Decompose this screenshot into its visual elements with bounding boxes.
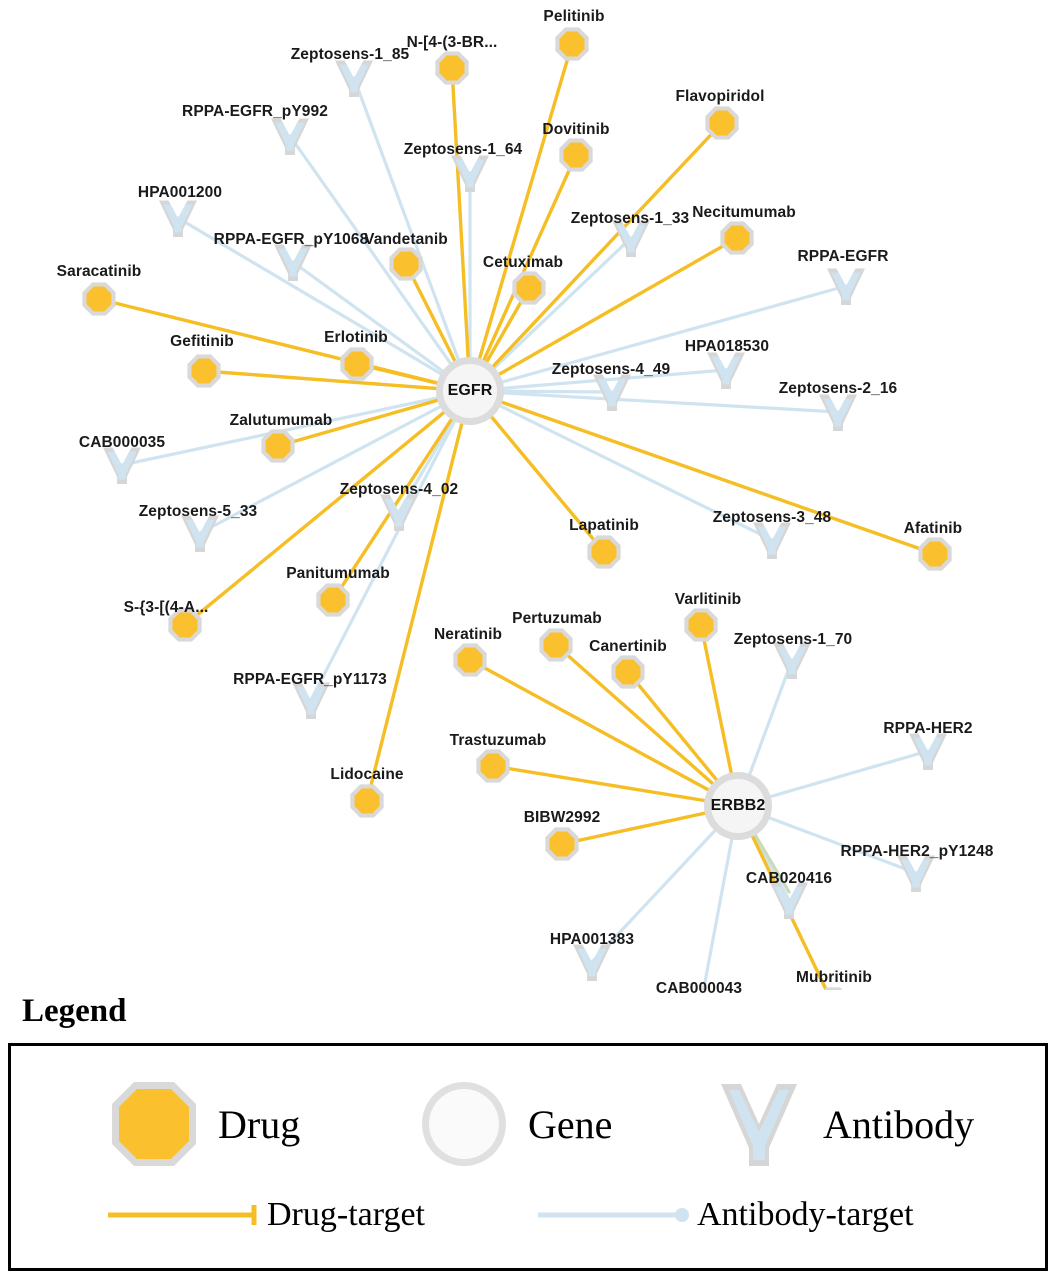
antibody-node-label: RPPA-HER2_pY1248 [840,843,994,860]
drug-node-label: N-[4-(3-BR... [406,34,498,51]
legend-edge-label-antibody-target: Antibody-target [697,1196,914,1233]
legend-node-row [11,1066,1045,1186]
drug-node-label: Necitumumab [692,204,796,221]
drug-node[interactable] [481,754,506,779]
antibody-node-label: CAB000035 [78,434,166,451]
drug-node[interactable] [544,633,569,658]
drug-node[interactable] [923,542,948,567]
drug-node[interactable] [355,789,380,814]
drug-node[interactable] [440,56,465,81]
drug-node-label: Cetuximab [482,254,564,271]
legend-edge-row [11,1196,1045,1256]
antibody-node-label: HPA018530 [684,338,770,355]
antibody-target-edge [311,391,470,700]
drug-node-label: Vandetanib [364,231,448,248]
drug-icon [106,1076,202,1172]
antibody-node-label: CAB020416 [745,870,833,887]
legend-edge-antibody-target [536,1196,914,1234]
legend-box [8,1043,1048,1271]
antibody-node-label: Zeptosens-1_64 [403,141,523,158]
drug-node[interactable] [87,287,112,312]
drug-node[interactable] [517,276,542,301]
drug-node[interactable] [560,32,585,57]
legend-title: Legend [22,993,127,1029]
drug-target-edge-icon [106,1202,261,1228]
drug-node[interactable] [710,111,735,136]
antibody-node-label: CAB000043 [655,980,743,997]
antibody-node-label: RPPA-EGFR_pY1068 [213,231,369,248]
drug-node[interactable] [592,540,617,565]
antibody-node-label: Zeptosens-1_85 [290,46,410,63]
antibody-node-label: HPA001200 [137,184,223,201]
antibody-node-label: RPPA-EGFR [797,248,889,265]
drug-node-label: Canertinib [589,638,667,655]
drug-node-label: Erlotinib [324,329,388,346]
legend-label-antibody: Antibody [823,1101,975,1147]
drug-node-label: Lapatinib [569,517,639,534]
drug-node-label: Trastuzumab [449,732,547,749]
drug-node[interactable] [192,359,217,384]
antibody-icon [711,1076,807,1172]
drug-node-label: Panitumumab [286,565,390,582]
drug-node-label: Neratinib [433,626,503,643]
legend-edge-drug-target [106,1196,425,1234]
antibody-node-label: RPPA-HER2 [883,720,973,737]
drug-node-label: Zalutumumab [229,412,333,429]
drug-node-label: Gefitinib [170,333,234,350]
gene-node-label: EGFR [447,382,493,399]
drug-node-halo [816,987,849,990]
antibody-node-label: HPA001383 [549,931,635,948]
antibody-node-label: Zeptosens-2_16 [778,380,898,397]
drug-node-label: Pertuzumab [512,610,602,627]
drug-node-label: BIBW2992 [523,809,601,826]
antibody-node-label: Zeptosens-1_33 [570,210,690,227]
drug-node-label: Saracatinib [56,263,142,280]
drug-node-label: Mubritinib [796,969,872,986]
drug-node-label: Pelitinib [543,8,605,25]
antibody-node-label: Zeptosens-3_48 [712,509,832,526]
drug-node-label: Varlitinib [674,591,742,608]
drug-node[interactable] [725,226,750,251]
drug-node[interactable] [394,252,419,277]
antibody-node-label: RPPA-EGFR_pY1173 [233,671,387,688]
antibody-node-label: RPPA-EGFR_pY992 [182,103,328,120]
drug-node[interactable] [321,588,346,613]
drug-target-edge [452,68,470,391]
drug-node-label: S-{3-[(4-A... [123,599,209,616]
gene-node-label: ERBB2 [710,797,766,814]
gene-icon [416,1076,512,1172]
legend-item-gene [416,1076,612,1172]
legend-label-gene: Gene [528,1101,613,1147]
drug-node[interactable] [689,613,714,638]
antibody-node-label: Zeptosens-4_49 [551,361,671,378]
drug-node-label: Afatinib [903,520,963,537]
antibody-node-label: Zeptosens-4_02 [339,481,459,498]
drug-node[interactable] [550,832,575,857]
legend-item-antibody [711,1076,974,1172]
drug-node-label: Lidocaine [330,766,404,783]
antibody-node-label: Zeptosens-1_70 [733,631,853,648]
drug-node[interactable] [616,660,641,685]
drug-node-label: Flavopiridol [675,88,765,105]
antibody-target-edge-icon [536,1202,691,1228]
legend-item-drug [106,1076,300,1172]
legend-label-drug: Drug [218,1101,301,1147]
drug-node[interactable] [345,352,370,377]
legend-edge-label-drug-target: Drug-target [267,1196,425,1233]
drug-node[interactable] [458,648,483,673]
drug-node[interactable] [564,143,589,168]
drug-node-label: Dovitinib [542,121,610,138]
drug-node[interactable] [266,434,291,459]
antibody-node-label: Zeptosens-5_33 [138,503,258,520]
